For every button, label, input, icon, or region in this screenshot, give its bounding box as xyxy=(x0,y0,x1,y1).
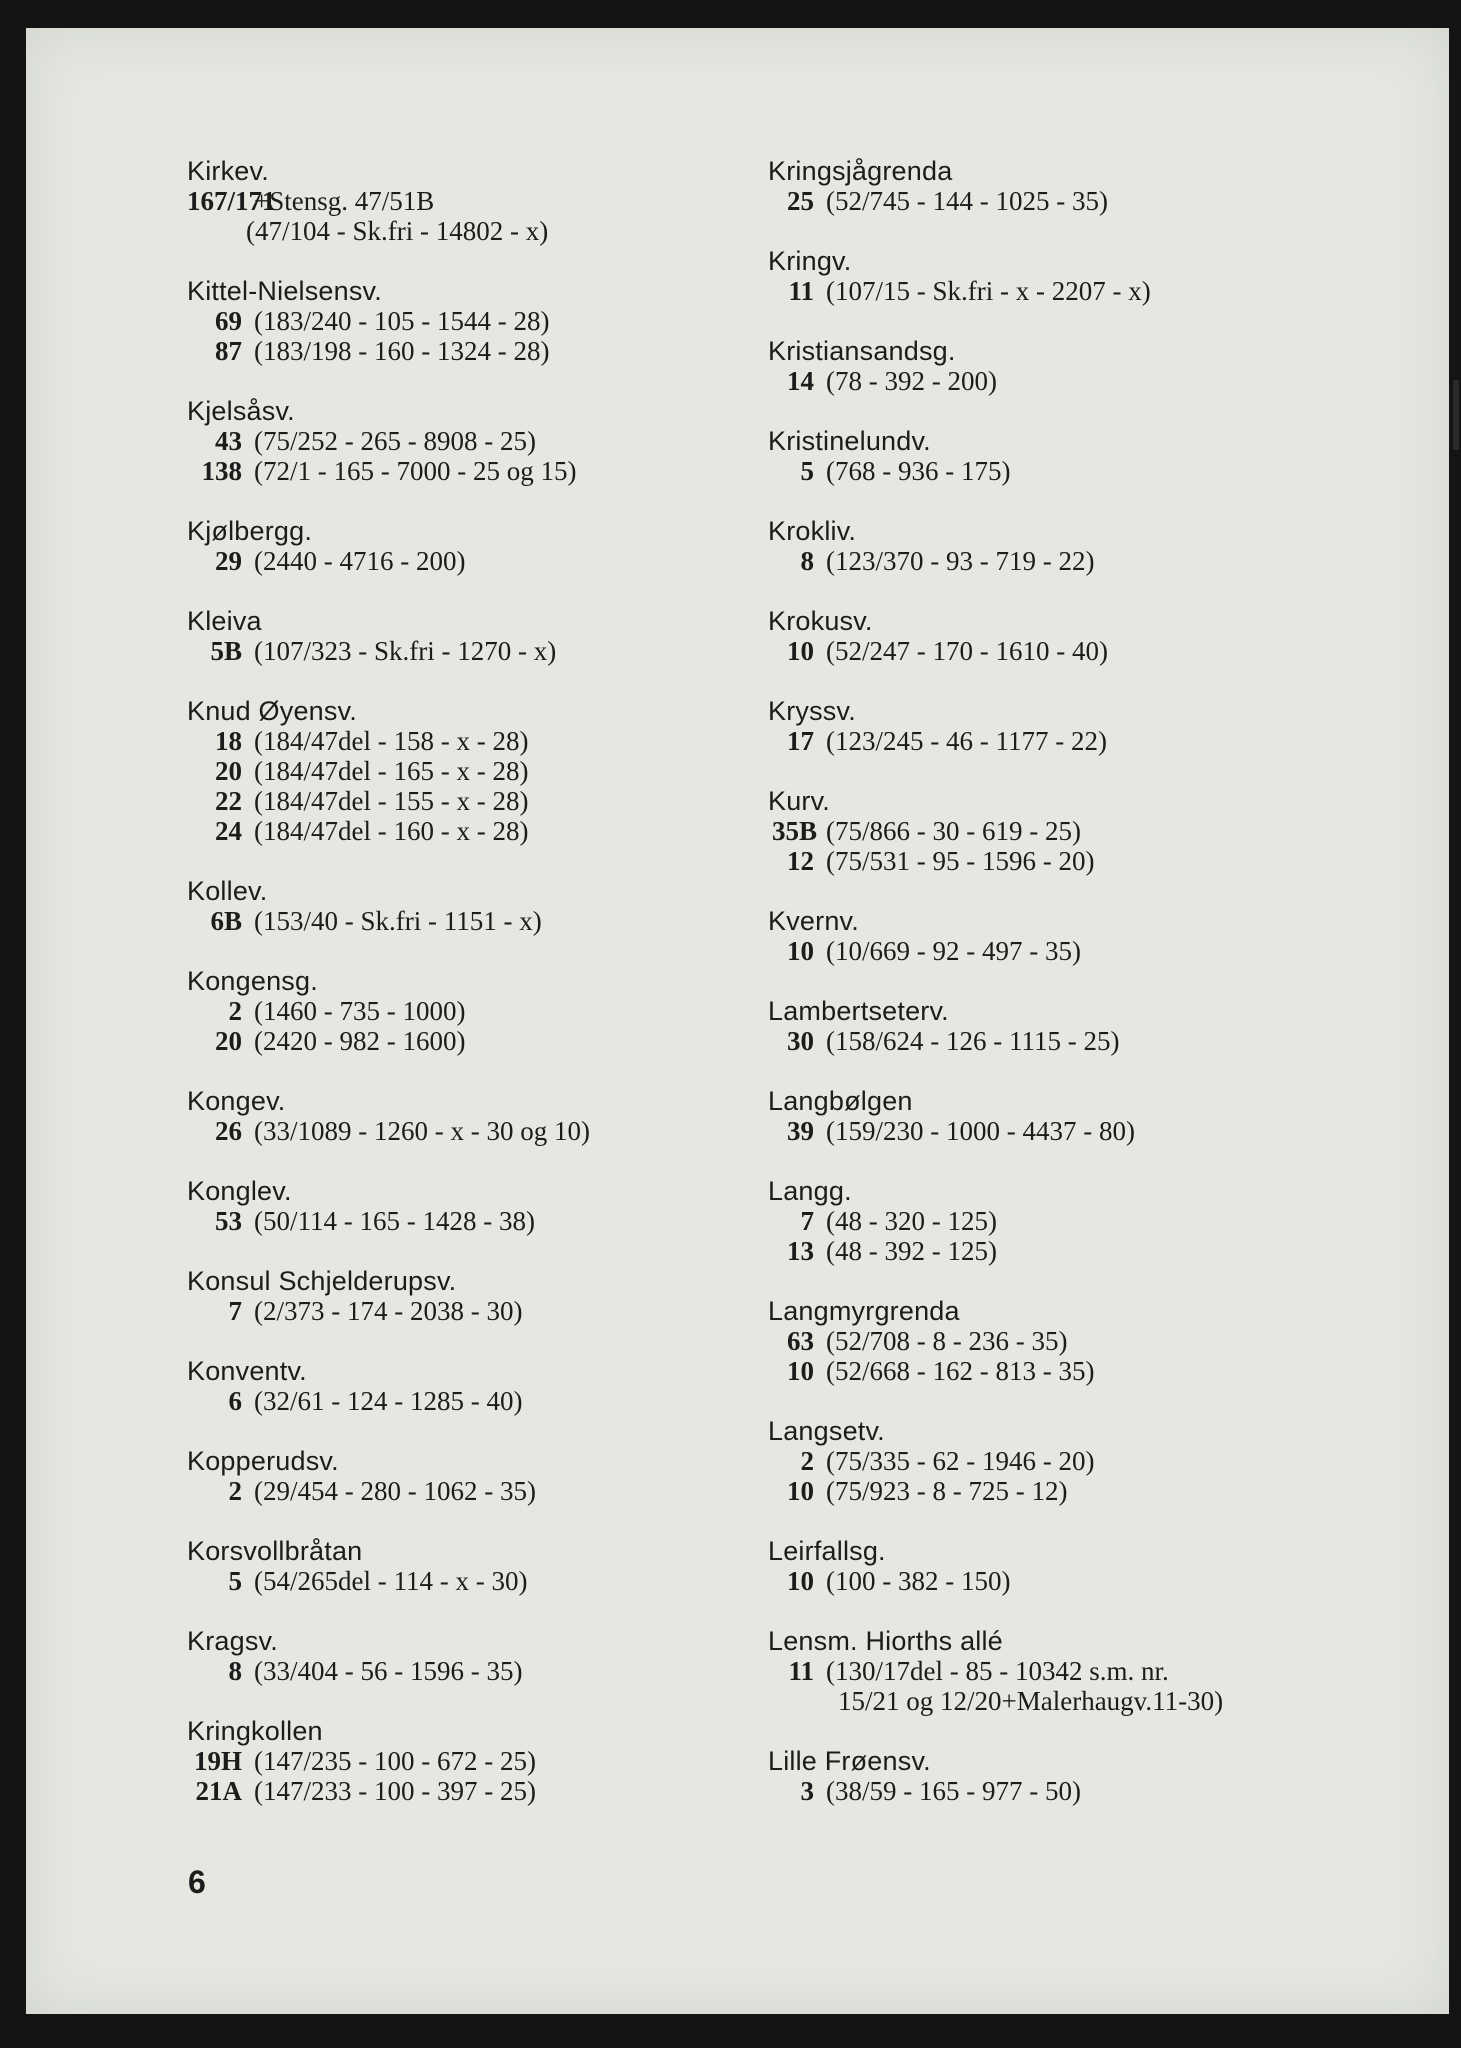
house-number: 11 xyxy=(788,1656,814,1686)
house-number: 167/171 xyxy=(187,186,276,216)
property-line xyxy=(187,996,767,1026)
street-entry xyxy=(187,966,767,1056)
property-line xyxy=(768,186,1368,216)
street-name: Konsul Schjelderupsv. xyxy=(187,1266,457,1296)
house-number: 8 xyxy=(228,1656,242,1686)
street-name: Kjølbergg. xyxy=(187,516,313,546)
property-line xyxy=(768,636,1368,666)
property-details: (50/114 - 165 - 1428 - 38) xyxy=(254,1206,535,1236)
street-entry xyxy=(187,156,767,246)
house-number: 25 xyxy=(787,186,814,216)
house-number: 26 xyxy=(215,1116,242,1146)
property-line xyxy=(768,1686,1368,1716)
street-entry xyxy=(768,906,1368,966)
street-entry xyxy=(768,516,1368,576)
property-details: (48 - 320 - 125) xyxy=(826,1206,997,1236)
house-number: 20 xyxy=(215,1026,242,1056)
street-entry xyxy=(187,1266,767,1326)
property-details: (2/373 - 174 - 2038 - 30) xyxy=(254,1296,523,1326)
street-entry xyxy=(187,1446,767,1506)
property-details: (72/1 - 165 - 7000 - 25 og 15) xyxy=(254,456,577,486)
house-number: 6 xyxy=(228,1386,242,1416)
street-name: Korsvollbråtan xyxy=(187,1536,363,1566)
house-number: 7 xyxy=(800,1206,814,1236)
property-line xyxy=(768,726,1368,756)
house-number: 69 xyxy=(215,306,242,336)
property-details: (38/59 - 165 - 977 - 50) xyxy=(826,1776,1081,1806)
street-name: Kongensg. xyxy=(187,966,318,996)
house-number: 10 xyxy=(787,636,814,666)
property-details: (47/104 - Sk.fri - 14802 - x) xyxy=(246,216,549,246)
property-line xyxy=(768,276,1368,306)
property-line xyxy=(768,1446,1368,1476)
property-line xyxy=(187,1386,767,1416)
property-line xyxy=(768,366,1368,396)
property-details: (183/240 - 105 - 1544 - 28) xyxy=(254,306,550,336)
house-number: 35B xyxy=(772,816,818,846)
street-entry xyxy=(768,1296,1368,1386)
property-line xyxy=(768,1656,1368,1686)
property-details: (123/245 - 46 - 1177 - 22) xyxy=(826,726,1107,756)
property-line xyxy=(187,306,767,336)
house-number: 7 xyxy=(228,1296,242,1326)
property-details: +Stensg. 47/51B xyxy=(254,186,435,216)
house-number: 29 xyxy=(215,546,242,576)
property-details: (48 - 392 - 125) xyxy=(826,1236,997,1266)
property-line xyxy=(768,1116,1368,1146)
property-line xyxy=(187,1296,767,1326)
street-name: Langmyrgrenda xyxy=(768,1296,960,1326)
street-name: Knud Øyensv. xyxy=(187,696,357,726)
house-number: 5B xyxy=(210,636,242,666)
street-name: Kringv. xyxy=(768,246,852,276)
property-line xyxy=(187,1776,767,1806)
property-details: (54/265del - 114 - x - 30) xyxy=(254,1566,528,1596)
property-line xyxy=(187,1116,767,1146)
street-entry xyxy=(768,696,1368,756)
house-number: 87 xyxy=(215,336,242,366)
house-number: 138 xyxy=(201,456,242,486)
property-line xyxy=(768,1356,1368,1386)
property-line xyxy=(187,1566,767,1596)
street-entry xyxy=(768,1086,1368,1146)
house-number: 21A xyxy=(195,1776,242,1806)
street-entry xyxy=(768,786,1368,876)
street-entry xyxy=(187,606,767,666)
house-number: 63 xyxy=(787,1326,814,1356)
street-name: Krokliv. xyxy=(768,516,857,546)
street-name: Langsetv. xyxy=(768,1416,885,1446)
street-entry xyxy=(187,876,767,936)
street-entry xyxy=(187,1086,767,1146)
property-line xyxy=(768,546,1368,576)
property-details: (75/252 - 265 - 8908 - 25) xyxy=(254,426,536,456)
property-line xyxy=(187,546,767,576)
document-page xyxy=(26,28,1449,2014)
street-name: Lille Frøensv. xyxy=(768,1746,931,1776)
property-details: (768 - 936 - 175) xyxy=(826,456,1011,486)
property-line xyxy=(768,456,1368,486)
house-number: 10 xyxy=(787,1566,814,1596)
house-number: 18 xyxy=(215,726,242,756)
street-name: Langbølgen xyxy=(768,1086,913,1116)
property-details: (52/247 - 170 - 1610 - 40) xyxy=(826,636,1108,666)
street-name: Kringsjågrenda xyxy=(768,156,953,186)
house-number: 39 xyxy=(787,1116,814,1146)
property-details: (52/668 - 162 - 813 - 35) xyxy=(826,1356,1095,1386)
property-details: (184/47del - 155 - x - 28) xyxy=(254,786,529,816)
property-line xyxy=(768,1236,1368,1266)
street-name: Kopperudsv. xyxy=(187,1446,339,1476)
street-entry xyxy=(768,1746,1368,1806)
street-entry xyxy=(187,696,767,846)
street-name: Langg. xyxy=(768,1176,852,1206)
street-name: Kirkev. xyxy=(187,156,269,186)
property-line xyxy=(187,1476,767,1506)
property-line xyxy=(187,756,767,786)
street-entry xyxy=(768,606,1368,666)
property-details: (10/669 - 92 - 497 - 35) xyxy=(826,936,1081,966)
house-number: 2 xyxy=(228,996,242,1026)
street-entry xyxy=(187,1536,767,1596)
page-edge-mark xyxy=(1453,380,1459,450)
street-entry xyxy=(768,336,1368,396)
property-line xyxy=(187,456,767,486)
house-number: 24 xyxy=(215,816,242,846)
property-details: (184/47del - 158 - x - 28) xyxy=(254,726,529,756)
house-number: 20 xyxy=(215,756,242,786)
house-number: 5 xyxy=(800,456,814,486)
street-entry xyxy=(768,156,1368,216)
property-details: (183/198 - 160 - 1324 - 28) xyxy=(254,336,550,366)
street-name: Krokusv. xyxy=(768,606,873,636)
house-number: 11 xyxy=(788,276,814,306)
street-name: Kryssv. xyxy=(768,696,856,726)
street-entry xyxy=(768,996,1368,1056)
house-number: 19H xyxy=(193,1746,242,1776)
house-number: 6B xyxy=(210,906,242,936)
page-number: 6 xyxy=(188,1864,206,1900)
property-details: (123/370 - 93 - 719 - 22) xyxy=(826,546,1095,576)
house-number: 5 xyxy=(228,1566,242,1596)
property-line xyxy=(187,906,767,936)
house-number: 10 xyxy=(787,1356,814,1386)
property-details: (147/235 - 100 - 672 - 25) xyxy=(254,1746,536,1776)
property-details: (100 - 382 - 150) xyxy=(826,1566,1011,1596)
house-number: 8 xyxy=(800,546,814,576)
street-name: Kleiva xyxy=(187,606,262,636)
property-line xyxy=(187,1656,767,1686)
property-details: (75/531 - 95 - 1596 - 20) xyxy=(826,846,1095,876)
house-number: 30 xyxy=(787,1026,814,1056)
property-line xyxy=(768,1206,1368,1236)
property-details: (33/404 - 56 - 1596 - 35) xyxy=(254,1656,523,1686)
left-column xyxy=(187,156,767,1806)
property-line xyxy=(768,1776,1368,1806)
property-line xyxy=(768,936,1368,966)
street-name: Kvernv. xyxy=(768,906,859,936)
property-details: 15/21 og 12/20+Malerhaugv.11-30) xyxy=(838,1686,1224,1716)
property-line xyxy=(187,426,767,456)
house-number: 10 xyxy=(787,1476,814,1506)
street-entry xyxy=(768,1536,1368,1596)
property-details: (33/1089 - 1260 - x - 30 og 10) xyxy=(254,1116,590,1146)
property-details: (184/47del - 160 - x - 28) xyxy=(254,816,529,846)
property-line xyxy=(187,786,767,816)
property-line xyxy=(768,1326,1368,1356)
property-line xyxy=(768,846,1368,876)
street-entry xyxy=(768,246,1368,306)
street-entry xyxy=(768,1626,1368,1716)
property-details: (158/624 - 126 - 1115 - 25) xyxy=(826,1026,1120,1056)
street-entry xyxy=(768,1416,1368,1506)
property-line xyxy=(187,1206,767,1236)
property-details: (2420 - 982 - 1600) xyxy=(254,1026,466,1056)
property-details: (75/335 - 62 - 1946 - 20) xyxy=(826,1446,1095,1476)
property-line xyxy=(187,336,767,366)
street-name: Konglev. xyxy=(187,1176,292,1206)
house-number: 53 xyxy=(215,1206,242,1236)
property-details: (159/230 - 1000 - 4437 - 80) xyxy=(826,1116,1135,1146)
house-number: 12 xyxy=(787,846,814,876)
street-entry xyxy=(187,396,767,486)
property-details: (75/923 - 8 - 725 - 12) xyxy=(826,1476,1068,1506)
property-details: (75/866 - 30 - 619 - 25) xyxy=(826,816,1081,846)
house-number: 14 xyxy=(787,366,814,396)
street-name: Kristinelundv. xyxy=(768,426,931,456)
property-details: (107/15 - Sk.fri - x - 2207 - x) xyxy=(826,276,1151,306)
property-details: (78 - 392 - 200) xyxy=(826,366,997,396)
street-name: Kringkollen xyxy=(187,1716,323,1746)
property-details: (153/40 - Sk.fri - 1151 - x) xyxy=(254,906,542,936)
street-entry xyxy=(187,1176,767,1236)
street-name: Kurv. xyxy=(768,786,831,816)
house-number: 10 xyxy=(787,936,814,966)
property-line xyxy=(768,1476,1368,1506)
house-number: 22 xyxy=(215,786,242,816)
street-entry xyxy=(187,276,767,366)
property-line xyxy=(187,1746,767,1776)
street-name: Kristiansandsg. xyxy=(768,336,956,366)
street-name: Lambertseterv. xyxy=(768,996,949,1026)
property-details: (147/233 - 100 - 397 - 25) xyxy=(254,1776,536,1806)
property-line xyxy=(768,816,1368,846)
street-name: Kjelsåsv. xyxy=(187,396,295,426)
street-entry xyxy=(768,426,1368,486)
street-name: Lensm. Hiorths allé xyxy=(768,1626,1003,1656)
house-number: 17 xyxy=(787,726,814,756)
property-details: (107/323 - Sk.fri - 1270 - x) xyxy=(254,636,557,666)
property-details: (2440 - 4716 - 200) xyxy=(254,546,466,576)
property-details: (52/745 - 144 - 1025 - 35) xyxy=(826,186,1108,216)
street-entry xyxy=(187,1716,767,1806)
property-line xyxy=(768,1026,1368,1056)
property-line xyxy=(187,1026,767,1056)
house-number: 43 xyxy=(215,426,242,456)
street-name: Konventv. xyxy=(187,1356,307,1386)
property-line xyxy=(187,186,767,216)
house-number: 2 xyxy=(800,1446,814,1476)
property-details: (1460 - 735 - 1000) xyxy=(254,996,466,1026)
street-name: Leirfallsg. xyxy=(768,1536,886,1566)
street-name: Kragsv. xyxy=(187,1626,278,1656)
property-details: (52/708 - 8 - 236 - 35) xyxy=(826,1326,1068,1356)
property-line xyxy=(187,816,767,846)
property-details: (29/454 - 280 - 1062 - 35) xyxy=(254,1476,536,1506)
property-details: (32/61 - 124 - 1285 - 40) xyxy=(254,1386,523,1416)
house-number: 3 xyxy=(800,1776,814,1806)
street-entry xyxy=(187,516,767,576)
street-entry xyxy=(187,1356,767,1416)
property-details: (130/17del - 85 - 10342 s.m. nr. xyxy=(826,1656,1169,1686)
street-name: Kongev. xyxy=(187,1086,286,1116)
right-column xyxy=(768,156,1368,1806)
street-entry xyxy=(768,1176,1368,1266)
house-number: 13 xyxy=(787,1236,814,1266)
property-line xyxy=(187,636,767,666)
street-entry xyxy=(187,1626,767,1686)
property-line xyxy=(187,216,767,246)
property-line xyxy=(768,1566,1368,1596)
street-name: Kollev. xyxy=(187,876,268,906)
property-details: (184/47del - 165 - x - 28) xyxy=(254,756,529,786)
property-line xyxy=(187,726,767,756)
street-name: Kittel-Nielsensv. xyxy=(187,276,382,306)
house-number: 2 xyxy=(228,1476,242,1506)
